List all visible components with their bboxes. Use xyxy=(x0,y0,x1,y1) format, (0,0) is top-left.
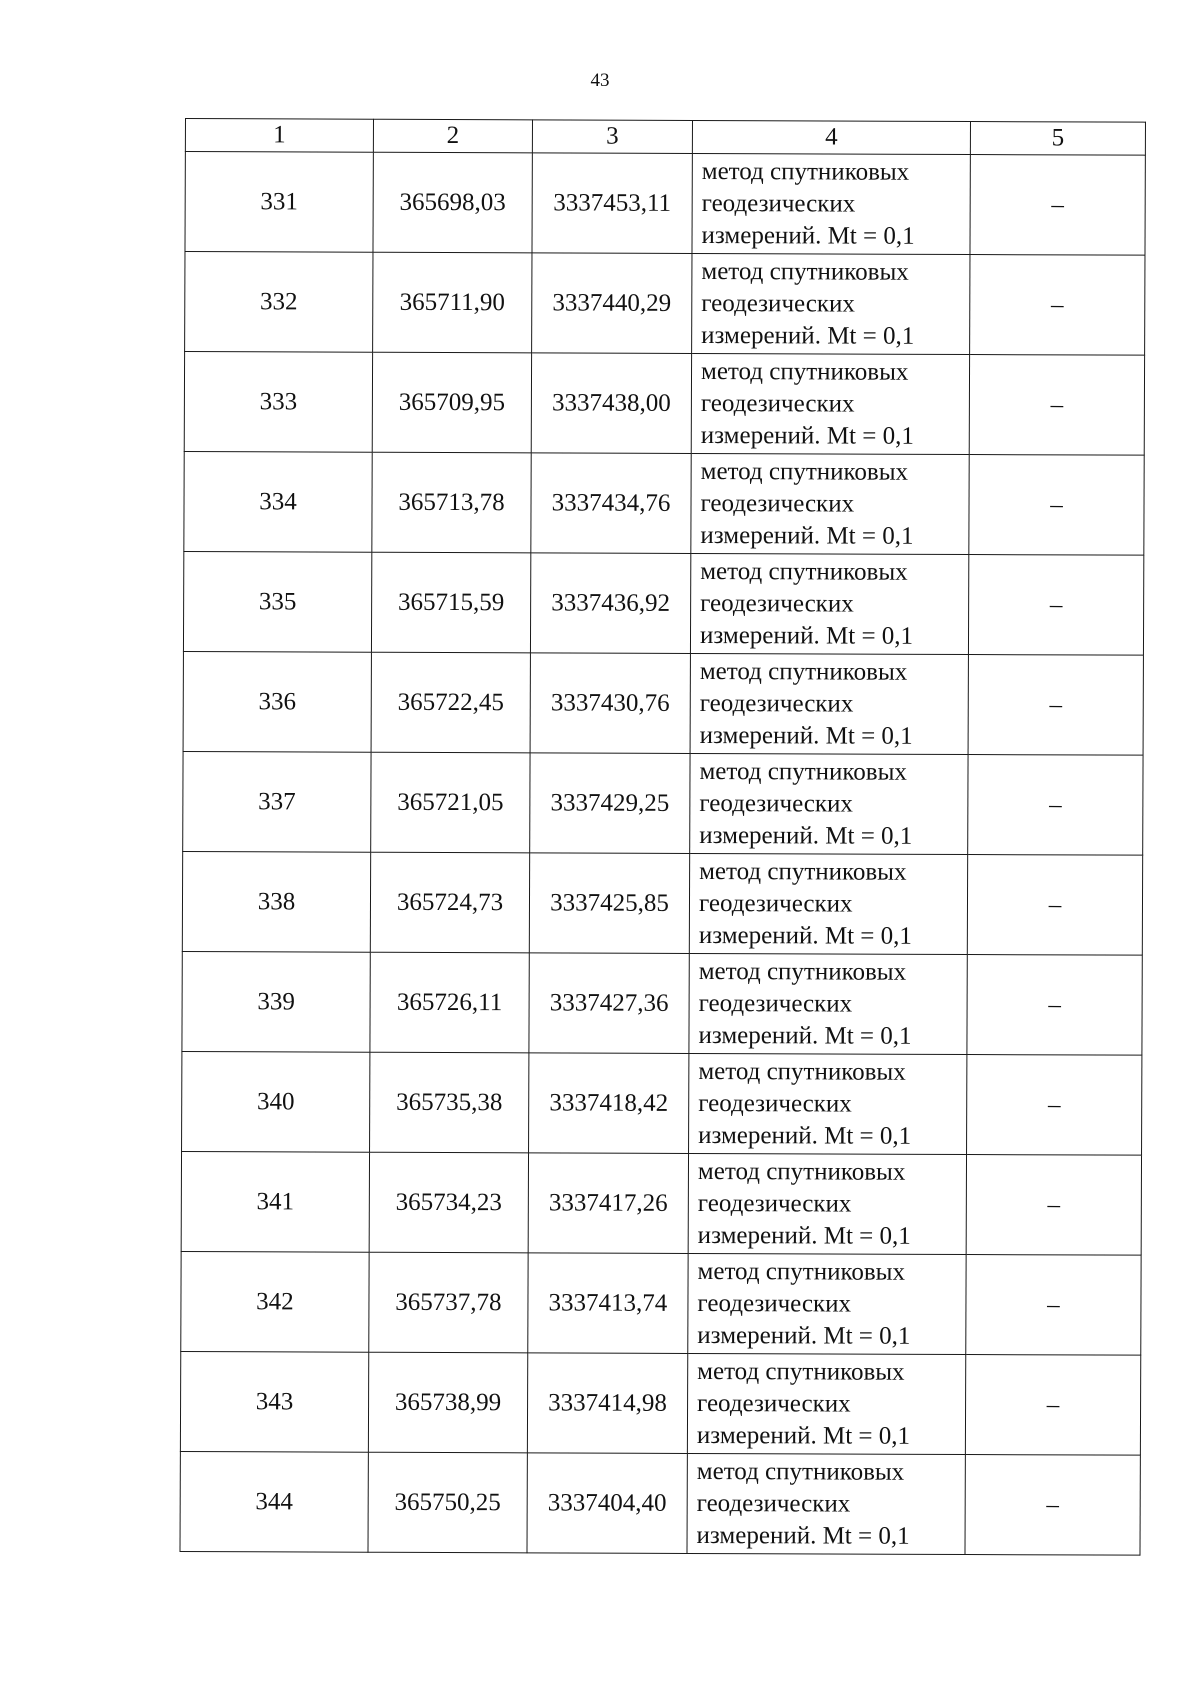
method-text-line: измерений. Mt = 0,1 xyxy=(696,1421,911,1450)
column-header: 2 xyxy=(373,119,532,153)
x-coordinate-cell: 365726,11 xyxy=(370,952,529,1053)
table-row xyxy=(182,951,1142,1055)
table-body xyxy=(180,152,1145,1556)
x-coordinate-cell: 365715,59 xyxy=(371,552,530,653)
y-coordinate-cell: 3337434,76 xyxy=(531,453,691,554)
note-cell: – xyxy=(966,1155,1141,1256)
method-text-line: геодезических xyxy=(697,1389,851,1418)
method-text-line: геодезических xyxy=(700,489,855,518)
method-text-line: измерений. Mt = 0,1 xyxy=(700,421,914,450)
method-text-line: метод спутниковых xyxy=(699,657,908,686)
note-cell: – xyxy=(965,1455,1140,1556)
method-text-line: измерений. Mt = 0,1 xyxy=(697,1321,911,1350)
method-text-line: геодезических xyxy=(700,589,854,618)
method-text-line: метод спутниковых xyxy=(699,757,907,786)
method-text-line: метод спутниковых xyxy=(700,357,909,386)
page-number: 43 xyxy=(590,70,610,91)
table-header xyxy=(185,119,1145,156)
table-row xyxy=(182,1051,1142,1155)
y-coordinate-cell: 3337430,76 xyxy=(530,653,690,754)
method-text-line: геодезических xyxy=(698,889,853,918)
method-text-line: метод спутниковых xyxy=(697,1357,905,1386)
x-coordinate-cell: 365735,38 xyxy=(370,1052,529,1153)
method-text-line: геодезических xyxy=(697,1289,852,1318)
table-row xyxy=(183,751,1143,855)
method-text-line: геодезических xyxy=(696,1489,851,1518)
method-text-line: метод спутниковых xyxy=(701,157,910,186)
method-text-line: измерений. Mt = 0,1 xyxy=(699,621,914,650)
method-text-line: геодезических xyxy=(697,1189,852,1218)
y-coordinate-cell: 3337427,36 xyxy=(529,953,689,1054)
note-cell: – xyxy=(967,1055,1142,1156)
method-text-line: геодезических xyxy=(698,1089,852,1118)
method-text-line: измерений. Mt = 0,1 xyxy=(696,1521,910,1550)
table-row xyxy=(180,1351,1140,1455)
note-cell: – xyxy=(967,955,1142,1056)
method-cell xyxy=(689,1053,967,1154)
method-text-line: геодезических xyxy=(699,789,854,818)
method-text-line: метод спутниковых xyxy=(697,1257,906,1286)
method-text-line: геодезических xyxy=(698,989,853,1018)
method-cell xyxy=(692,253,970,354)
note-cell: – xyxy=(970,255,1145,356)
x-coordinate-cell: 365709,95 xyxy=(372,352,531,453)
method-text-line: измерений. Mt = 0,1 xyxy=(698,1121,912,1150)
x-coordinate-cell: 365738,99 xyxy=(368,1352,527,1453)
point-number-cell: 338 xyxy=(182,851,370,952)
x-coordinate-cell: 365713,78 xyxy=(372,452,531,553)
table-row xyxy=(185,152,1145,256)
point-number-cell: 336 xyxy=(183,651,371,752)
table-row xyxy=(181,1251,1141,1355)
table-row xyxy=(184,352,1144,456)
method-text-line: метод спутниковых xyxy=(701,257,909,286)
method-cell xyxy=(689,853,967,954)
table-row xyxy=(180,1451,1140,1555)
x-coordinate-cell: 365724,73 xyxy=(370,852,529,953)
point-number-cell: 341 xyxy=(181,1151,369,1252)
method-text-line: измерений. Mt = 0,1 xyxy=(698,1021,912,1050)
column-header: 5 xyxy=(970,122,1145,156)
method-text-line: измерений. Mt = 0,1 xyxy=(697,1221,911,1250)
column-header: 3 xyxy=(532,120,692,154)
y-coordinate-cell: 3337425,85 xyxy=(529,853,689,954)
table-row xyxy=(185,252,1145,356)
method-text-line: измерений. Mt = 0,1 xyxy=(698,921,912,950)
point-number-cell: 340 xyxy=(182,1051,370,1152)
note-cell: – xyxy=(969,355,1144,456)
x-coordinate-cell: 365737,78 xyxy=(369,1252,528,1353)
method-text-line: метод спутниковых xyxy=(696,1457,905,1486)
y-coordinate-cell: 3337417,26 xyxy=(528,1153,688,1254)
method-cell xyxy=(691,453,969,554)
point-number-cell: 344 xyxy=(180,1451,368,1552)
y-coordinate-cell: 3337453,11 xyxy=(532,153,692,254)
method-text-line: геодезических xyxy=(701,189,856,218)
header-row xyxy=(185,119,1145,156)
note-cell: – xyxy=(968,555,1143,656)
note-cell: – xyxy=(967,855,1142,956)
y-coordinate-cell: 3337436,92 xyxy=(530,553,690,654)
note-cell: – xyxy=(970,155,1145,256)
method-text-line: метод спутниковых xyxy=(700,457,909,486)
x-coordinate-cell: 365734,23 xyxy=(369,1152,528,1253)
point-number-cell: 335 xyxy=(183,551,371,652)
point-number-cell: 332 xyxy=(185,252,373,353)
method-cell xyxy=(687,1453,965,1554)
point-number-cell: 333 xyxy=(184,352,372,453)
point-number-cell: 334 xyxy=(184,451,372,552)
x-coordinate-cell: 365722,45 xyxy=(371,652,530,753)
x-coordinate-cell: 365721,05 xyxy=(371,752,530,853)
method-cell xyxy=(692,153,970,254)
method-text-line: измерений. Mt = 0,1 xyxy=(701,321,915,350)
method-cell xyxy=(688,1153,966,1254)
point-number-cell: 342 xyxy=(181,1251,369,1352)
note-cell: – xyxy=(968,755,1143,856)
method-cell xyxy=(690,553,968,654)
note-cell: – xyxy=(965,1355,1140,1456)
method-cell xyxy=(687,1353,965,1454)
column-header: 4 xyxy=(692,120,970,154)
y-coordinate-cell: 3337414,98 xyxy=(527,1353,687,1454)
table-row xyxy=(183,551,1143,655)
table-row xyxy=(182,851,1142,955)
note-cell: – xyxy=(966,1255,1141,1356)
note-cell: – xyxy=(969,455,1144,556)
column-header: 1 xyxy=(185,119,373,153)
method-text-line: метод спутниковых xyxy=(698,957,907,986)
y-coordinate-cell: 3337429,25 xyxy=(530,753,690,854)
method-text-line: геодезических xyxy=(701,289,855,318)
method-cell xyxy=(688,1253,966,1354)
method-text-line: измерений. Mt = 0,1 xyxy=(701,221,915,250)
y-coordinate-cell: 3337413,74 xyxy=(528,1253,688,1354)
point-number-cell: 343 xyxy=(180,1351,368,1452)
x-coordinate-cell: 365711,90 xyxy=(373,252,532,353)
method-cell xyxy=(690,653,968,754)
method-text-line: измерений. Mt = 0,1 xyxy=(699,821,913,850)
table-row xyxy=(184,451,1144,555)
x-coordinate-cell: 365698,03 xyxy=(373,152,532,253)
coordinates-table xyxy=(179,118,1145,1556)
point-number-cell: 339 xyxy=(182,951,370,1052)
note-cell: – xyxy=(968,655,1143,756)
table-row xyxy=(183,651,1143,755)
y-coordinate-cell: 3337438,00 xyxy=(531,353,691,454)
method-cell xyxy=(690,753,968,854)
method-text-line: геодезических xyxy=(700,389,855,418)
table-row xyxy=(181,1151,1141,1255)
method-text-line: метод спутниковых xyxy=(699,857,907,886)
point-number-cell: 331 xyxy=(185,152,373,253)
method-cell xyxy=(691,353,969,454)
method-text-line: метод спутниковых xyxy=(700,557,908,586)
y-coordinate-cell: 3337440,29 xyxy=(532,253,692,354)
method-text-line: измерений. Mt = 0,1 xyxy=(700,521,914,550)
point-number-cell: 337 xyxy=(183,751,371,852)
y-coordinate-cell: 3337404,40 xyxy=(527,1453,687,1554)
method-text-line: метод спутниковых xyxy=(697,1157,906,1186)
method-text-line: метод спутниковых xyxy=(698,1057,906,1086)
method-cell xyxy=(689,953,967,1054)
y-coordinate-cell: 3337418,42 xyxy=(529,1053,689,1154)
method-text-line: геодезических xyxy=(699,689,854,718)
method-text-line: измерений. Mt = 0,1 xyxy=(699,721,913,750)
x-coordinate-cell: 365750,25 xyxy=(368,1452,527,1553)
